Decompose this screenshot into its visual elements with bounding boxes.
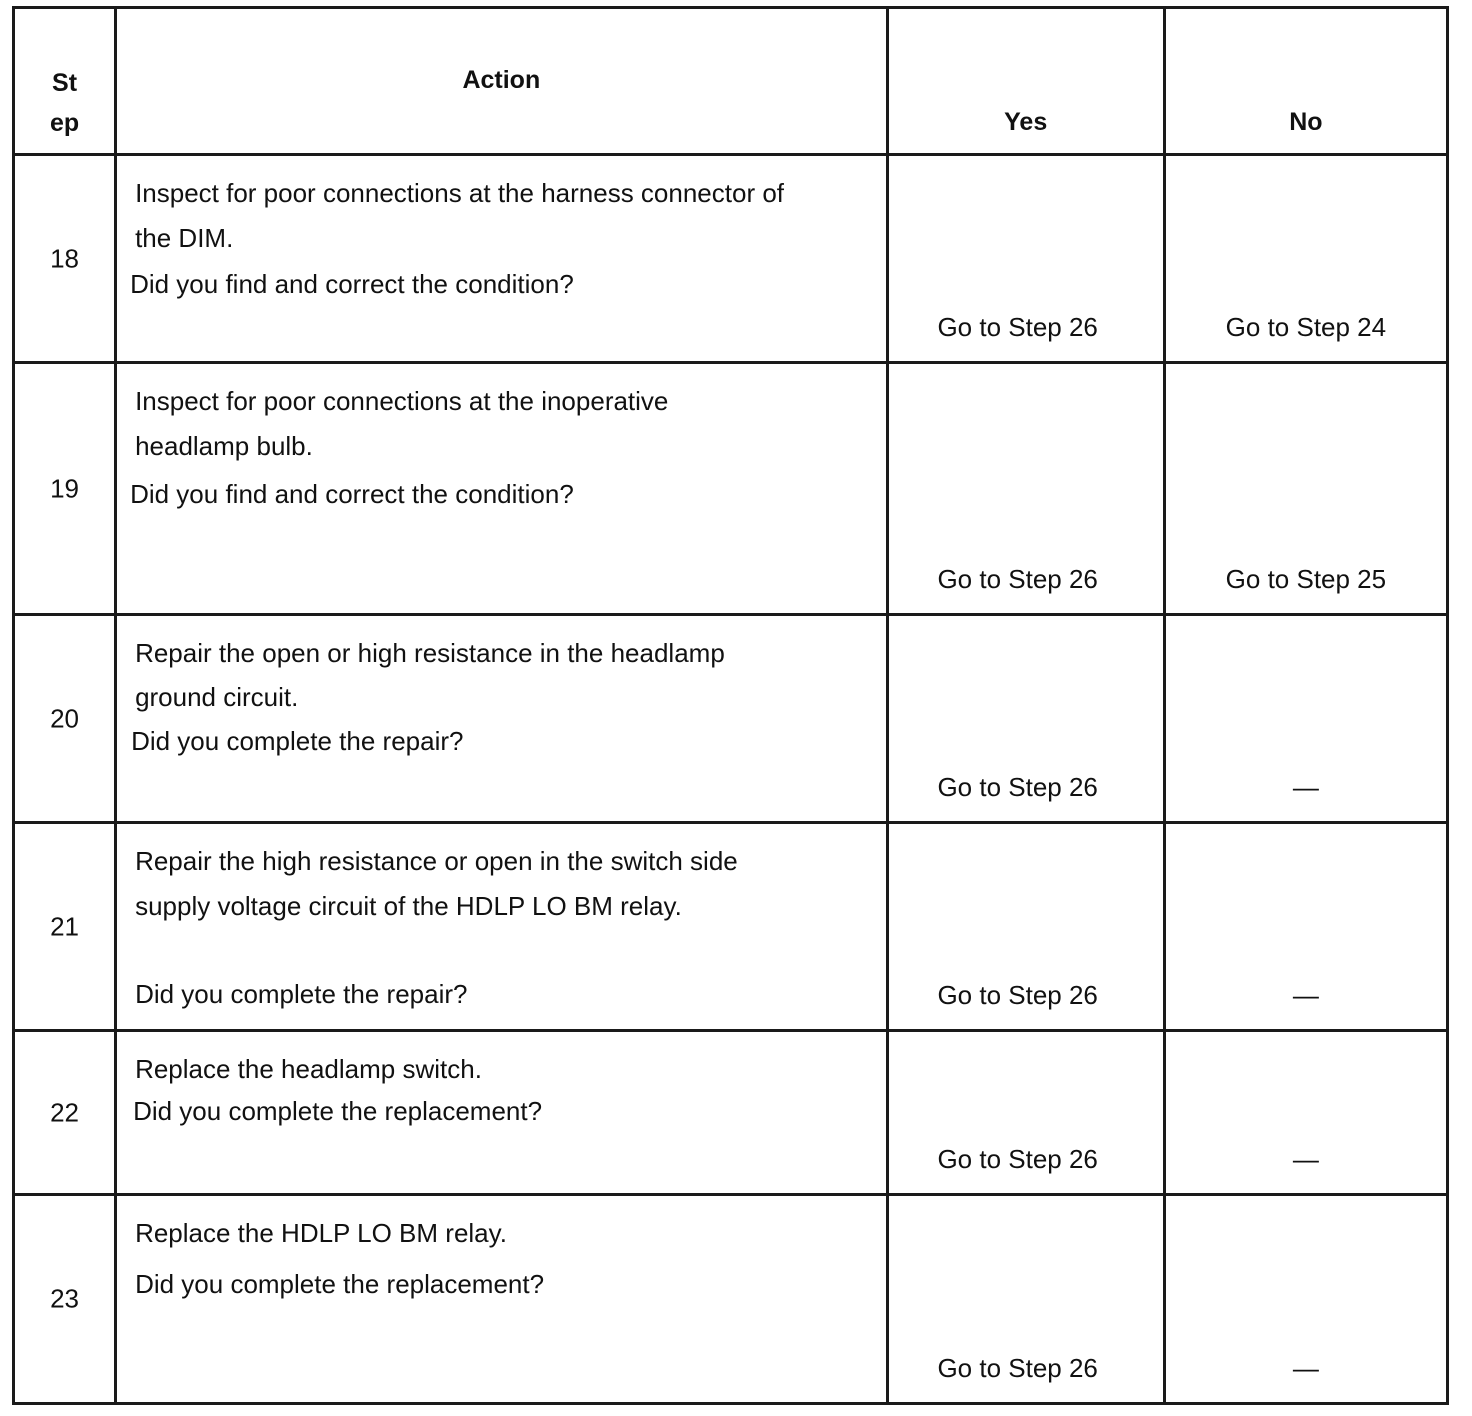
step-number: 23 — [50, 1283, 79, 1314]
table-row — [14, 823, 1448, 1031]
no-result: Go to Step 25 — [1225, 564, 1387, 594]
step-cell — [14, 155, 116, 363]
no-cell — [1164, 363, 1447, 615]
action-line: headlamp bulb. — [135, 431, 313, 461]
table-row — [14, 1195, 1448, 1404]
action-line: Inspect for poor connections at the inoperative — [135, 386, 669, 416]
yes-cell — [887, 363, 1164, 615]
header-no-label: No — [1289, 108, 1323, 136]
step-cell — [14, 363, 116, 615]
yes-cell — [887, 615, 1164, 823]
no-result-dash: — — [1292, 980, 1319, 1010]
action-line: Replace the headlamp switch. — [135, 1054, 482, 1084]
action-line: Replace the HDLP LO BM relay. — [135, 1218, 507, 1248]
yes-result: Go to Step 26 — [937, 1353, 1098, 1383]
no-cell — [1164, 155, 1447, 363]
yes-result: Go to Step 26 — [937, 1144, 1098, 1174]
yes-result: Go to Step 26 — [937, 312, 1098, 342]
action-question: Did you complete the repair? — [135, 979, 468, 1009]
action-question: Did you find and correct the condition? — [130, 269, 574, 299]
action-line: Repair the open or high resistance in the headlamp — [135, 638, 725, 668]
header-yes — [887, 8, 1164, 155]
action-cell — [116, 1195, 888, 1404]
step-cell — [14, 823, 116, 1031]
step-number: 22 — [50, 1097, 79, 1127]
action-question: Did you complete the replacement? — [133, 1096, 543, 1126]
action-line: supply voltage circuit of the HDLP LO BM relay. — [135, 891, 682, 921]
no-cell — [1164, 615, 1447, 823]
header-step — [14, 8, 116, 155]
yes-cell — [887, 823, 1164, 1031]
no-result-dash: — — [1292, 772, 1319, 802]
no-cell — [1164, 823, 1447, 1031]
no-cell — [1164, 1031, 1447, 1195]
step-cell — [14, 615, 116, 823]
step-cell — [14, 1031, 116, 1195]
diagnostic-table — [12, 6, 1449, 1405]
action-cell — [116, 1031, 888, 1195]
yes-result: Go to Step 26 — [937, 772, 1098, 802]
step-number: 18 — [50, 243, 79, 273]
header-row — [14, 8, 1448, 155]
no-result-dash: — — [1292, 1353, 1319, 1383]
action-cell — [116, 615, 888, 823]
action-line: Inspect for poor connections at the harness connector of — [135, 178, 785, 208]
header-action — [116, 8, 888, 155]
step-number: 19 — [50, 473, 79, 503]
action-line: the DIM. — [135, 223, 234, 253]
yes-cell — [887, 1195, 1164, 1404]
yes-cell — [887, 155, 1164, 363]
yes-result: Go to Step 26 — [937, 980, 1098, 1010]
table-row — [14, 155, 1448, 363]
no-result-dash: — — [1292, 1144, 1319, 1174]
table-row — [14, 1031, 1448, 1195]
action-line: Repair the high resistance or open in the switch side — [135, 846, 738, 876]
action-cell — [116, 155, 888, 363]
step-number: 20 — [50, 703, 79, 733]
yes-cell — [887, 1031, 1164, 1195]
step-number: 21 — [50, 911, 79, 941]
action-question: Did you complete the replacement? — [135, 1269, 545, 1299]
action-question: Did you find and correct the condition? — [130, 479, 574, 509]
header-step-line1: St — [52, 69, 78, 97]
yes-result: Go to Step 26 — [937, 564, 1098, 594]
header-yes-label: Yes — [1004, 108, 1048, 136]
table-row — [14, 363, 1448, 615]
table-row — [14, 615, 1448, 823]
action-line: ground circuit. — [135, 682, 299, 712]
action-cell — [116, 823, 888, 1031]
action-cell — [116, 363, 888, 615]
header-action-label: Action — [462, 66, 541, 94]
step-cell — [14, 1195, 116, 1404]
no-cell — [1164, 1195, 1447, 1404]
header-step-line2: ep — [49, 109, 80, 137]
no-result: Go to Step 24 — [1225, 312, 1387, 342]
header-no — [1164, 8, 1447, 155]
action-question: Did you complete the repair? — [131, 726, 464, 756]
